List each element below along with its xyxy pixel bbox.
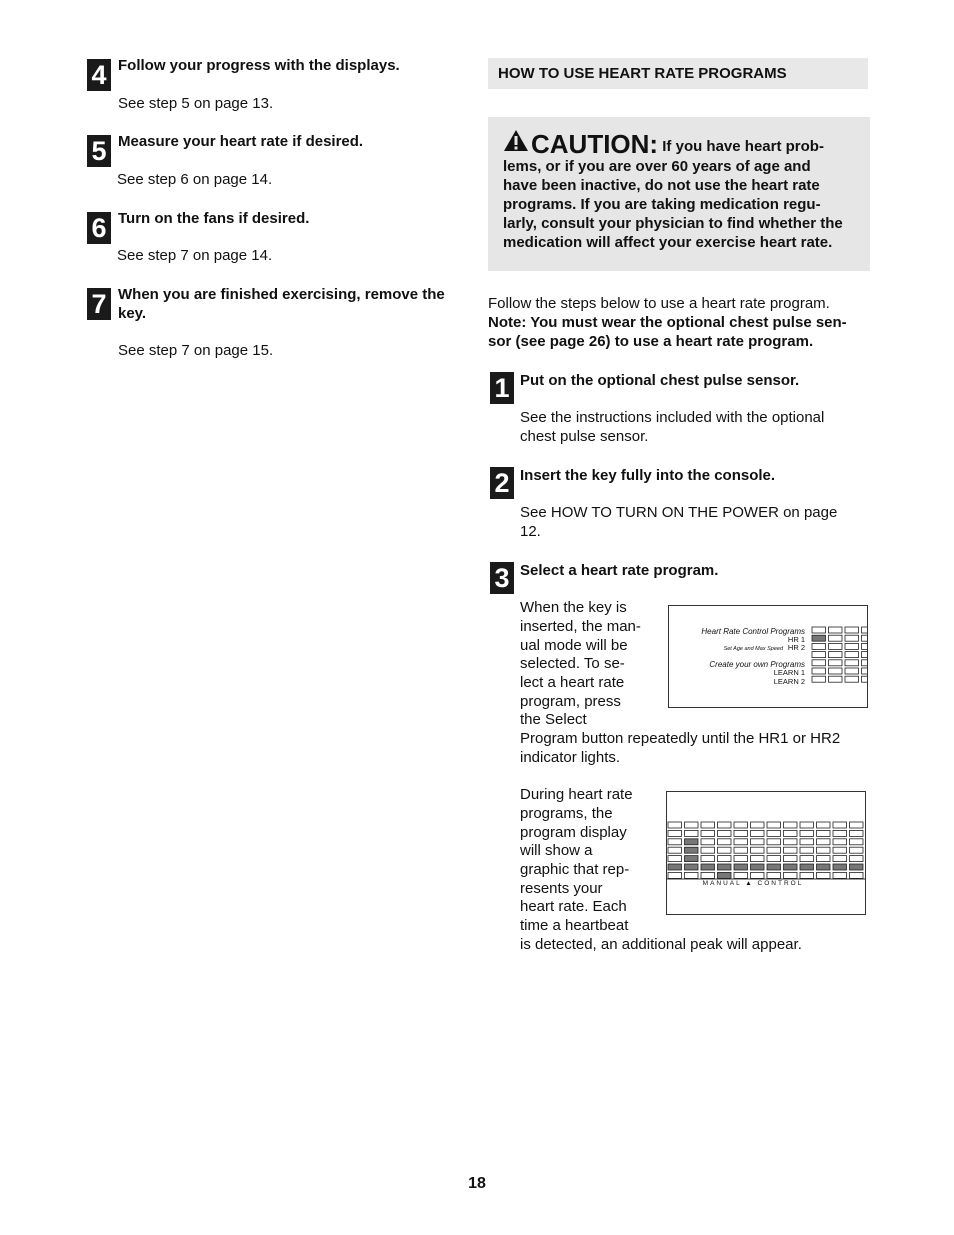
- led-segment: [751, 864, 765, 870]
- led-segment: [685, 872, 699, 878]
- led-segment: [668, 847, 682, 853]
- step-6-text: See step 7 on page 14.: [117, 247, 273, 264]
- warning-triangle-icon: [503, 129, 529, 157]
- caution-box: [488, 117, 870, 271]
- led-segment: [800, 847, 814, 853]
- display1-led-grid: [812, 627, 867, 682]
- led-segment: [751, 839, 765, 845]
- create-programs-label: Create your own Programs: [709, 660, 805, 669]
- led-segment: [751, 847, 765, 853]
- step-2-line2: 12.: [520, 523, 541, 540]
- led-segment: [718, 872, 732, 878]
- led-segment: [817, 856, 831, 862]
- step-1-line1: See the instructions included with the optional: [520, 409, 825, 426]
- step-4-title: Follow your progress with the displays.: [118, 57, 400, 74]
- led-segment: [812, 668, 826, 674]
- led-segment: [734, 856, 748, 862]
- led-segment: [767, 864, 781, 870]
- led-segment: [701, 839, 715, 845]
- led-segment: [812, 627, 826, 633]
- led-segment: [862, 652, 868, 658]
- led-segment: [833, 822, 847, 828]
- led-segment: [718, 822, 732, 828]
- led-segment: [701, 822, 715, 828]
- led-segment: [668, 830, 682, 836]
- step-3-para1-line: selected. To se-: [520, 655, 625, 672]
- led-segment: [668, 856, 682, 862]
- program-display-panel: [668, 605, 868, 708]
- step-3-para2-line: graphic that rep-: [520, 861, 630, 878]
- step-7-title-line2: key.: [118, 305, 147, 322]
- led-segment: [845, 660, 859, 666]
- led-segment: [829, 635, 843, 641]
- caution-line-6: medication will affect your exercise heart rate.: [503, 234, 833, 251]
- hr2-label: HR 2: [787, 643, 805, 652]
- led-segment: [734, 839, 748, 845]
- led-segment: [817, 830, 831, 836]
- led-segment: [784, 822, 798, 828]
- led-segment: [850, 839, 864, 845]
- led-segment: [812, 660, 826, 666]
- led-segment: [833, 839, 847, 845]
- step-7-text: See step 7 on page 15.: [118, 342, 274, 359]
- led-segment: [685, 839, 699, 845]
- led-segment: [833, 830, 847, 836]
- caution-line-4: programs. If you are taking medication regu-: [503, 196, 821, 213]
- led-segment: [850, 856, 864, 862]
- led-segment: [862, 643, 868, 649]
- led-segment: [767, 830, 781, 836]
- led-segment: [862, 635, 868, 641]
- step-number-1: 1: [490, 372, 514, 404]
- step-6-title: Turn on the fans if desired.: [118, 210, 310, 227]
- step-number-6: 6: [87, 212, 111, 244]
- led-segment: [862, 668, 868, 674]
- led-segment: [701, 847, 715, 853]
- hrc-label: Heart Rate Control Programs: [701, 627, 805, 636]
- learn2-label: LEARN 2: [773, 677, 805, 686]
- led-segment: [751, 856, 765, 862]
- led-segment: [829, 627, 843, 633]
- led-segment: [784, 856, 798, 862]
- step-3-para1-line: the Select: [520, 711, 587, 728]
- led-segment: [784, 830, 798, 836]
- led-segment: [734, 847, 748, 853]
- led-segment: [701, 856, 715, 862]
- led-segment: [767, 847, 781, 853]
- step-number-7: 7: [87, 288, 111, 320]
- step-3-para2-line: program display: [520, 824, 627, 841]
- heart-rate-display-panel: [666, 791, 866, 915]
- step-5-text: See step 6 on page 14.: [117, 171, 273, 188]
- intro-note-line1: Note: You must wear the optional chest pulse sen-: [488, 314, 847, 331]
- led-segment: [845, 643, 859, 649]
- step-3-para1-line: inserted, the man-: [520, 618, 641, 635]
- led-segment: [845, 652, 859, 658]
- led-segment: [751, 872, 765, 878]
- section-heading: HOW TO USE HEART RATE PROGRAMS: [498, 65, 787, 82]
- hr1-label: HR 1: [787, 635, 805, 644]
- step-3-para2-line: time a heartbeat: [520, 917, 629, 934]
- led-segment: [751, 822, 765, 828]
- led-segment: [829, 676, 843, 682]
- led-segment: [862, 627, 868, 633]
- step-number-4: 4: [87, 59, 111, 91]
- led-segment: [800, 839, 814, 845]
- intro-note-line2: sor (see page 26) to use a heart rate program.: [488, 333, 814, 350]
- led-segment: [734, 872, 748, 878]
- led-segment: [850, 864, 864, 870]
- led-segment: [701, 830, 715, 836]
- led-segment: [685, 856, 699, 862]
- led-segment: [718, 856, 732, 862]
- led-segment: [767, 839, 781, 845]
- led-segment: [767, 856, 781, 862]
- caution-line-1: If you have heart prob-: [662, 138, 824, 155]
- led-segment: [784, 847, 798, 853]
- led-segment: [734, 864, 748, 870]
- led-segment: [718, 864, 732, 870]
- led-segment: [668, 822, 682, 828]
- led-segment: [701, 864, 715, 870]
- set-age-label: Set Age and Max Speed: [723, 646, 783, 652]
- led-segment: [817, 822, 831, 828]
- step-7-title-line1: When you are finished exercising, remove the: [118, 286, 445, 303]
- led-segment: [685, 830, 699, 836]
- led-segment: [845, 635, 859, 641]
- led-segment: [862, 676, 868, 682]
- step-3-para2-line: will show a: [520, 842, 593, 859]
- led-segment: [668, 872, 682, 878]
- led-segment: [862, 660, 868, 666]
- led-segment: [767, 822, 781, 828]
- led-segment: [718, 847, 732, 853]
- step-3-para1-line: lect a heart rate: [520, 674, 625, 691]
- led-segment: [829, 668, 843, 674]
- led-segment: [833, 847, 847, 853]
- step-3-para2-line: resents your: [520, 880, 603, 897]
- step-2-line1: See HOW TO TURN ON THE POWER on page: [520, 504, 838, 521]
- step-number-3: 3: [490, 562, 514, 594]
- step-1-line2: chest pulse sensor.: [520, 428, 649, 445]
- page-number: 18: [468, 1175, 486, 1192]
- led-segment: [845, 676, 859, 682]
- led-segment: [812, 676, 826, 682]
- led-segment: [800, 830, 814, 836]
- step-5-title: Measure your heart rate if desired.: [118, 133, 364, 150]
- led-segment: [784, 839, 798, 845]
- led-segment: [685, 822, 699, 828]
- led-segment: [685, 847, 699, 853]
- caution-line-3: have been inactive, do not use the heart rate: [503, 177, 820, 194]
- learn1-label: LEARN 1: [773, 668, 805, 677]
- led-segment: [850, 822, 864, 828]
- led-segment: [800, 872, 814, 878]
- led-segment: [850, 830, 864, 836]
- step-4-text: See step 5 on page 13.: [118, 95, 274, 112]
- led-segment: [800, 864, 814, 870]
- led-segment: [668, 839, 682, 845]
- section-heading-bar: [488, 58, 868, 89]
- step-number-5: 5: [87, 135, 111, 167]
- led-segment: [767, 872, 781, 878]
- led-segment: [812, 643, 826, 649]
- step-3-title: Select a heart rate program.: [520, 562, 719, 579]
- led-segment: [829, 643, 843, 649]
- led-segment: [812, 635, 826, 641]
- led-segment: [817, 839, 831, 845]
- led-segment: [845, 627, 859, 633]
- led-segment: [850, 872, 864, 878]
- step-3-para1-line: Program button repeatedly until the HR1 or HR2: [520, 730, 841, 747]
- step-3-para2-line: is detected, an additional peak will appear.: [520, 936, 802, 953]
- led-segment: [800, 856, 814, 862]
- caution-line-5: larly, consult your physician to find whether the: [503, 215, 843, 232]
- led-segment: [845, 668, 859, 674]
- step-3-para1-line: indicator lights.: [520, 749, 621, 766]
- led-segment: [833, 864, 847, 870]
- led-segment: [734, 822, 748, 828]
- display2-led-grid: [668, 822, 863, 878]
- step-3-para2-line: programs, the: [520, 805, 613, 822]
- led-segment: [734, 830, 748, 836]
- led-segment: [817, 864, 831, 870]
- led-segment: [784, 872, 798, 878]
- step-3-para2-line: During heart rate: [520, 786, 633, 803]
- intro-line: Follow the steps below to use a heart rate program.: [488, 295, 830, 312]
- led-segment: [829, 660, 843, 666]
- caution-word: CAUTION:: [531, 129, 659, 159]
- step-number-2: 2: [490, 467, 514, 499]
- led-segment: [817, 872, 831, 878]
- led-segment: [701, 872, 715, 878]
- led-segment: [718, 839, 732, 845]
- step-3-para1-line: When the key is: [520, 599, 627, 616]
- led-segment: [833, 856, 847, 862]
- led-segment: [812, 652, 826, 658]
- led-segment: [833, 872, 847, 878]
- led-segment: [685, 864, 699, 870]
- step-3-para2-line: heart rate. Each: [520, 898, 627, 915]
- led-segment: [800, 822, 814, 828]
- led-segment: [751, 830, 765, 836]
- led-segment: [784, 864, 798, 870]
- caution-line-2: lems, or if you are over 60 years of age and: [503, 158, 811, 175]
- step-2-title: Insert the key fully into the console.: [520, 467, 776, 484]
- led-segment: [829, 652, 843, 658]
- manual-control-label: MANUAL ▲ CONTROL: [702, 880, 804, 887]
- step-3-para1-line: ual mode will be: [520, 637, 628, 654]
- step-3-para1-line: program, press: [520, 693, 621, 710]
- led-segment: [668, 864, 682, 870]
- led-segment: [850, 847, 864, 853]
- led-segment: [718, 830, 732, 836]
- step-1-title: Put on the optional chest pulse sensor.: [520, 372, 800, 389]
- led-segment: [817, 847, 831, 853]
